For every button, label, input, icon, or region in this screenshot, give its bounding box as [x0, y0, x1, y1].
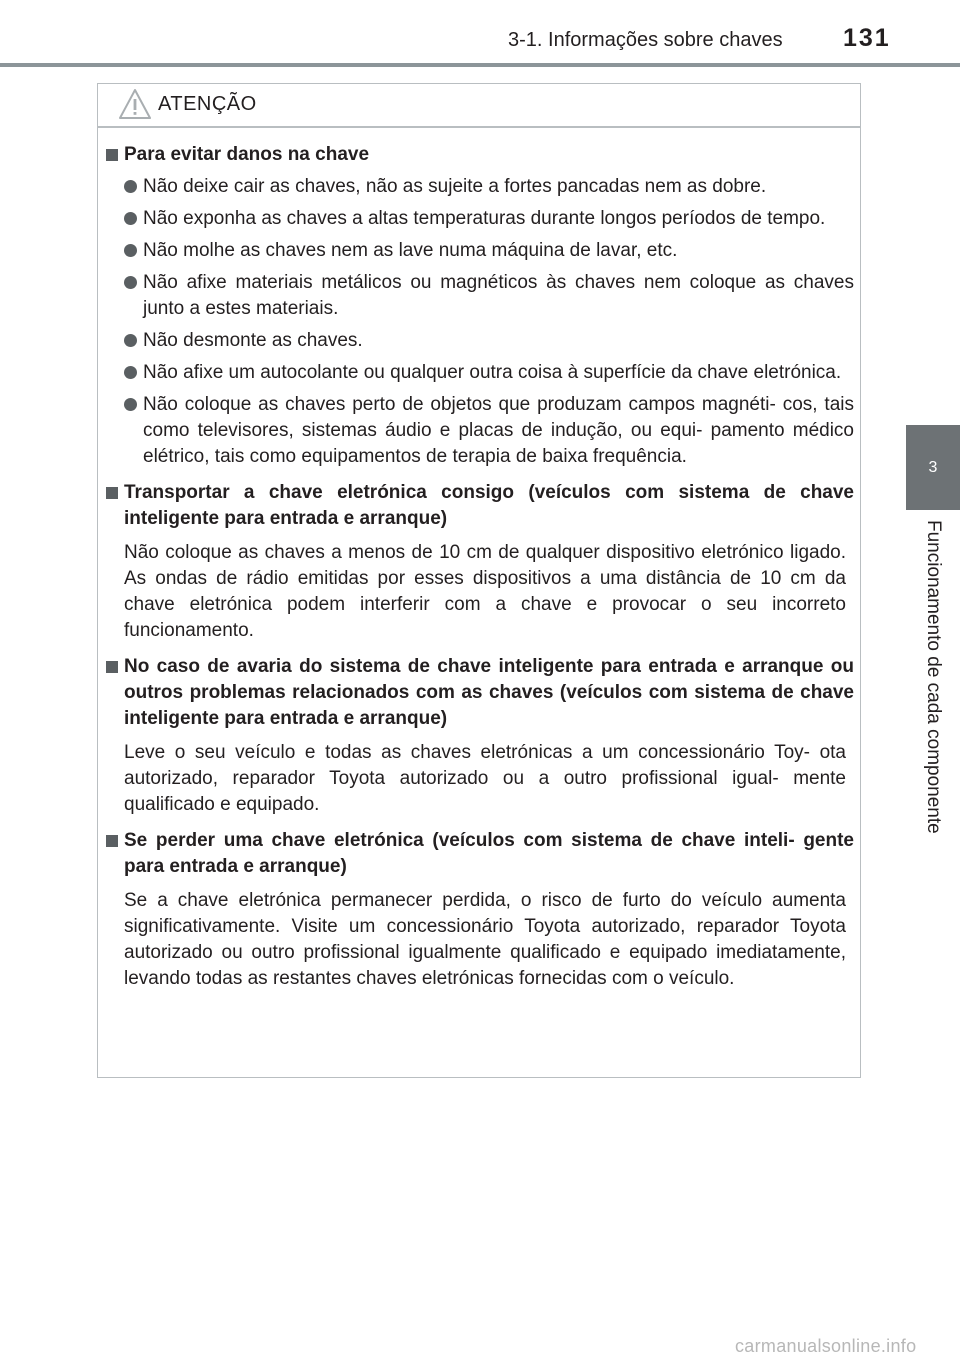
list-item: Não deixe cair as chaves, não as sujeite a fortes pancadas nem as dobre.: [106, 174, 854, 200]
section-text: Se a chave eletrónica permanecer perdida, o risco de furto do veículo aumenta significativamente. Visite um concessionário Toyota autorizado, reparador Toyota autorizado ou outro profissional igualmente qualificado e equipado imediatamente, levando todas as restantes chaves eletrónicas fornecidas com o veículo.: [124, 890, 846, 989]
section-heading: Transportar a chave eletrónica consigo (veículos com sistema de chave inteligente para entrada e arranque): [106, 480, 854, 532]
warning-triangle-icon: [118, 88, 152, 120]
square-bullet-icon: [106, 835, 118, 847]
warning-box: [97, 83, 861, 1078]
warning-section: [106, 828, 854, 992]
warning-section: [106, 480, 854, 644]
list-item: Não afixe materiais metálicos ou magnéticos às chaves nem coloque as chaves junto a estes materiais.: [106, 270, 854, 322]
square-bullet-icon: [106, 487, 118, 499]
circle-bullet-icon: [124, 180, 137, 193]
list-item: Não desmonte as chaves.: [106, 328, 854, 354]
warning-section: [106, 142, 854, 470]
list-item: Não exponha as chaves a altas temperaturas durante longos períodos de tempo.: [106, 206, 854, 232]
warning-section: [106, 654, 854, 818]
section-text: Leve o seu veículo e todas as chaves eletrónicas a um concessionário Toy- ota autorizado, reparador Toyota autorizado ou a outro profissional igual- mente qualificado e equipado.: [124, 742, 846, 815]
circle-bullet-icon: [124, 212, 137, 225]
circle-bullet-icon: [124, 366, 137, 379]
warning-title: ATENÇÃO: [158, 93, 257, 115]
chapter-number: 3: [928, 458, 938, 476]
list-item: Não afixe um autocolante ou qualquer outra coisa à superfície da chave eletrónica.: [106, 360, 854, 386]
section-heading: Para evitar danos na chave: [106, 142, 854, 168]
circle-bullet-icon: [124, 244, 137, 257]
circle-bullet-icon: [124, 398, 137, 411]
chapter-title: Funcionamento de cada componente: [923, 520, 944, 834]
warning-body: [106, 142, 854, 1002]
watermark: carmanualsonline.info: [735, 1336, 917, 1356]
list-item: Não molhe as chaves nem as lave numa máquina de lavar, etc.: [106, 238, 854, 264]
section-heading: No caso de avaria do sistema de chave inteligente para entrada e arranque ou outros problemas relacionados com as chaves (veículos com sistema de chave inteligente para entrada e arranque): [106, 654, 854, 732]
circle-bullet-icon: [124, 334, 137, 347]
page-number: 131: [843, 24, 891, 52]
section-title: 3-1. Informações sobre chaves: [508, 29, 783, 51]
list-item: Não coloque as chaves perto de objetos que produzam campos magnéti- cos, tais como televisores, sistemas áudio e placas de indução, ou equi- pamento médico elétrico, tais como equipamentos de terapia de baixa frequência.: [106, 392, 854, 470]
square-bullet-icon: [106, 661, 118, 673]
circle-bullet-icon: [124, 276, 137, 289]
warning-header: [98, 84, 860, 128]
section-heading: Se perder uma chave eletrónica (veículos com sistema de chave inteli- gente para entrada e arranque): [106, 828, 854, 880]
chapter-tab[interactable]: [906, 425, 960, 510]
square-bullet-icon: [106, 149, 118, 161]
section-text: Não coloque as chaves a menos de 10 cm de qualquer dispositivo eletrónico ligado. As ondas de rádio emitidas por esses dispositivos a uma distância de 10 cm da chave eletrónica podem interferir com a chave e provocar o seu incorreto funcionamento.: [124, 542, 846, 641]
header-divider: [0, 63, 960, 67]
